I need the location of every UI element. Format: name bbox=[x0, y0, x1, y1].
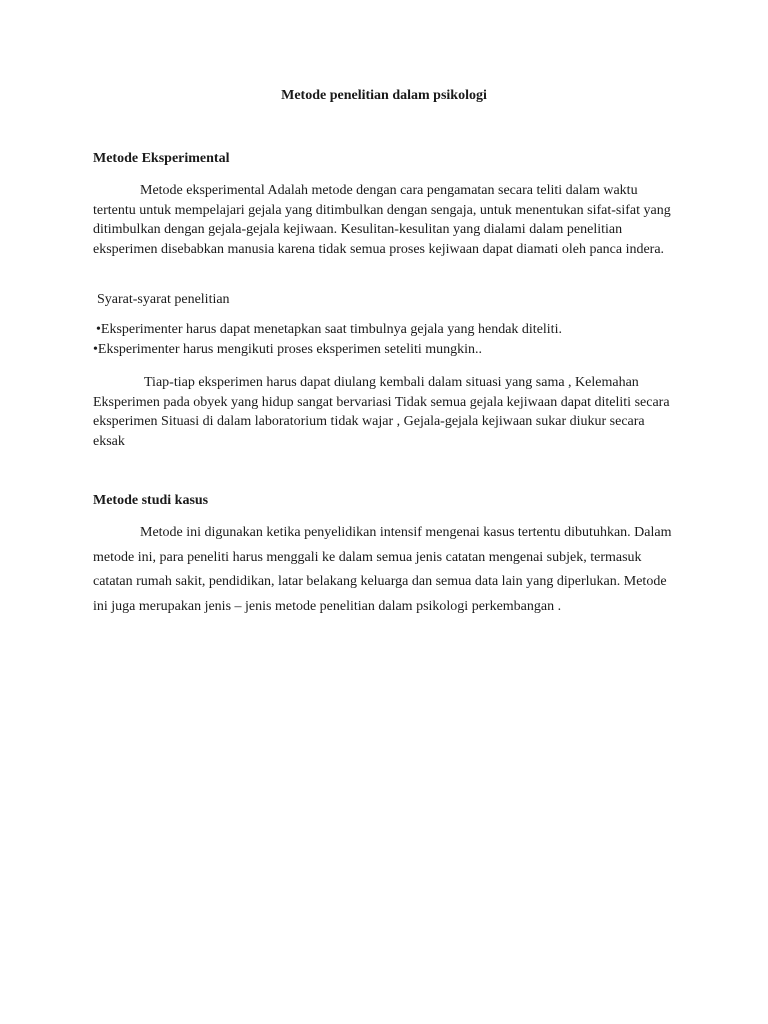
document-title: Metode penelitian dalam psikologi bbox=[281, 88, 487, 103]
bullet-item: •Eksperimenter harus dapat menetapkan saat timbulnya gejala yang hendak diteliti. bbox=[96, 322, 562, 337]
paragraph-text: Metode ini digunakan ketika penyelidikan intensif mengenai kasus tertentu dibutuhkan. Dalam metode ini, para peneliti harus menggali ke dalam semua jenis catatan mengenai subjek, termasuk catatan rumah sakit, pendidikan, latar belakang keluarga dan semua data lain yang diperlukan. Metode ini juga merupakan jenis – jenis metode penelitian dalam psikologi perkembangan . bbox=[93, 525, 672, 615]
syarat-label: Syarat-syarat penelitian bbox=[97, 292, 230, 307]
section-heading-studi-kasus: Metode studi kasus bbox=[93, 493, 209, 508]
paragraph-eksperimental-weakness bbox=[93, 373, 675, 451]
paragraph-text: Metode eksperimental Adalah metode dengan cara pengamatan secara teliti dalam waktu tertentu untuk mempelajari gejala yang ditimbulkan dengan sengaja, untuk menentukan sifat-sifat yang ditimbulkan dengan gejala-gejala kejiwaan. Kesulitan-kesulitan yang dialami dalam penelitian eksperimen disebabkan manusia karena tidak semua proses kejiwaan dapat diamati oleh panca indera. bbox=[93, 183, 671, 257]
paragraph-studi-kasus bbox=[93, 521, 675, 620]
bullet-item: •Eksperimenter harus mengikuti proses eksperimen seteliti mungkin.. bbox=[93, 342, 483, 357]
paragraph-eksperimental-definition bbox=[93, 181, 675, 259]
paragraph-text: Tiap-tiap eksperimen harus dapat diulang kembali dalam situasi yang sama , Kelemahan Eksperimen pada obyek yang hidup sangat bervariasi Tidak semua gejala kejiwaan dapat diteliti secara eksperimen Situasi di dalam laboratorium tidak wajar , Gejala-gejala kejiwaan sukar diukur secara eksak bbox=[93, 375, 670, 449]
section-heading-eksperimental: Metode Eksperimental bbox=[93, 151, 230, 166]
